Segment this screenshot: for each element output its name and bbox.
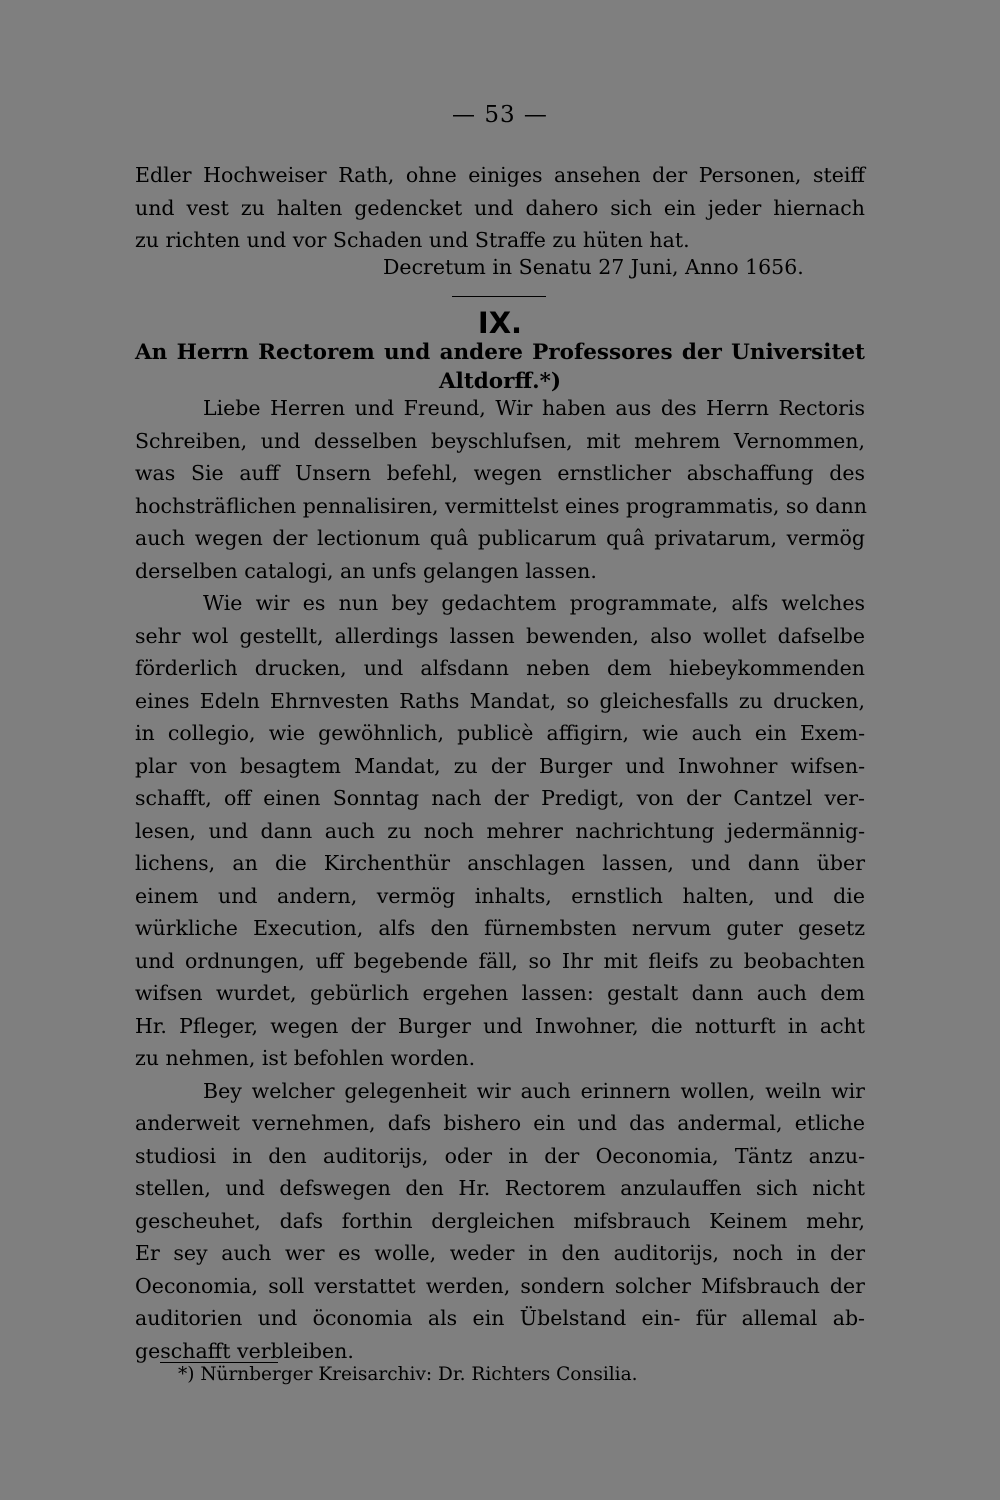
text-line: Schreiben, und desselben beyschlufsen, mit mehrem Vernommen, (135, 428, 865, 453)
text-line: studiosi in den auditorijs, oder in der Oeconomia, Täntz anzu- (135, 1143, 865, 1168)
section-numeral: IX. (477, 306, 523, 340)
text-line: Edler Hochweiser Rath, ohne einiges ansehen der Personen, steiff (135, 163, 865, 187)
text-line: in collegio, wie gewöhnlich, publicè affigirn, wie auch ein Exem- (135, 721, 865, 745)
text-line: würkliche Execution, alfs den fürnembsten nervum guter gesetz (135, 916, 865, 940)
decree-line: Decretum in Senatu 27 Juni, Anno 1656. (383, 255, 804, 279)
text-line: Er sey auch wer es wolle, weder in den auditorijs, noch in der (135, 1241, 865, 1265)
footnote: *) Nürnberger Kreisarchiv: Dr. Richters Consilia. (178, 1364, 638, 1385)
text-line: gescheuhet, dafs forthin dergleichen mifsbrauch Keinem mehr, (135, 1208, 865, 1233)
text-line: zu nehmen, ist befohlen worden. (135, 1046, 476, 1070)
text-line: Liebe Herren und Freund, Wir haben aus des Herrn Rectoris (203, 396, 865, 420)
text-line: sehr wol gestellt, allerdings lassen bewenden, also wollet dafselbe (135, 623, 865, 648)
section-divider (452, 296, 546, 297)
text-line: plar von besagtem Mandat, zu der Burger und Inwohner wifsen- (135, 753, 865, 778)
text-line: wifsen wurdet, gebürlich ergehen lassen: gestalt dann auch dem (135, 981, 865, 1005)
section-heading (135, 338, 865, 396)
text-line: einem und andern, vermög inhalts, ernstlich halten, und die (135, 883, 865, 908)
text-line: auditorien und öconomia als ein Übelstand ein- für allemal ab- (135, 1306, 865, 1330)
text-line: derselben catalogi, an unfs gelangen lassen. (135, 558, 597, 583)
text-line: Hr. Pfleger, wegen der Burger und Inwohner, die notturft in acht (135, 1013, 865, 1038)
text-line: geschafft verbleiben. (135, 1338, 354, 1363)
text-line: und ordnungen, uff begebende fäll, so Ihr mit fleifs zu beobachten (135, 948, 865, 973)
text-line: auch wegen der lectionum quâ publicarum quâ privatarum, vermög (135, 526, 865, 550)
paragraph-2 (135, 587, 865, 1075)
paragraph-3 (135, 1075, 865, 1368)
text-line: stellen, und defswegen den Hr. Rectorem anzulauffen sich nicht (135, 1176, 865, 1200)
text-line: förderlich drucken, und alfsdann neben dem hiebeykommenden (135, 656, 865, 680)
text-line: lesen, und dann auch zu noch mehrer nachrichtung jedermännig- (135, 818, 865, 843)
footnote-divider (160, 1362, 278, 1363)
text-line: und vest zu halten gedencket und dahero sich ein jeder hiernach (135, 195, 865, 220)
text-line: was Sie auff Unsern befehl, wegen ernstlicher abschaffung des (135, 461, 865, 485)
paragraph-1 (135, 392, 868, 587)
text-line: anderweit vernehmen, dafs bishero ein und das andermal, etliche (135, 1111, 865, 1135)
text-line: Oeconomia, soll verstattet werden, sondern solcher Mifsbrauch der (135, 1273, 865, 1298)
text-line: eines Edeln Ehrnvesten Raths Mandat, so gleichesfalls zu drucken, (135, 688, 865, 713)
section-heading-line: Altdorff.*) (438, 369, 562, 394)
section-heading-line: An Herrn Rectorem und andere Professores der Universitet (135, 340, 865, 365)
text-line: Wie wir es nun bey gedachtem programmate, alfs welches (203, 591, 865, 615)
page-number: — 53 — (452, 102, 548, 128)
text-line: lichens, an die Kirchenthür anschlagen lassen, und dann über (135, 851, 865, 875)
text-line: Bey welcher gelegenheit wir auch erinnern wollen, weiln wir (203, 1078, 865, 1103)
text-line: hochsträflichen pennalisiren, vermittelst eines programmatis, so dann (135, 493, 868, 518)
text-line: schafft, off einen Sonntag nach der Predigt, von der Cantzel ver- (135, 786, 865, 810)
text-line: zu richten und vor Schaden und Straffe zu hüten hat. (135, 228, 690, 252)
body-text (135, 392, 868, 1367)
intro-paragraph (135, 159, 865, 257)
